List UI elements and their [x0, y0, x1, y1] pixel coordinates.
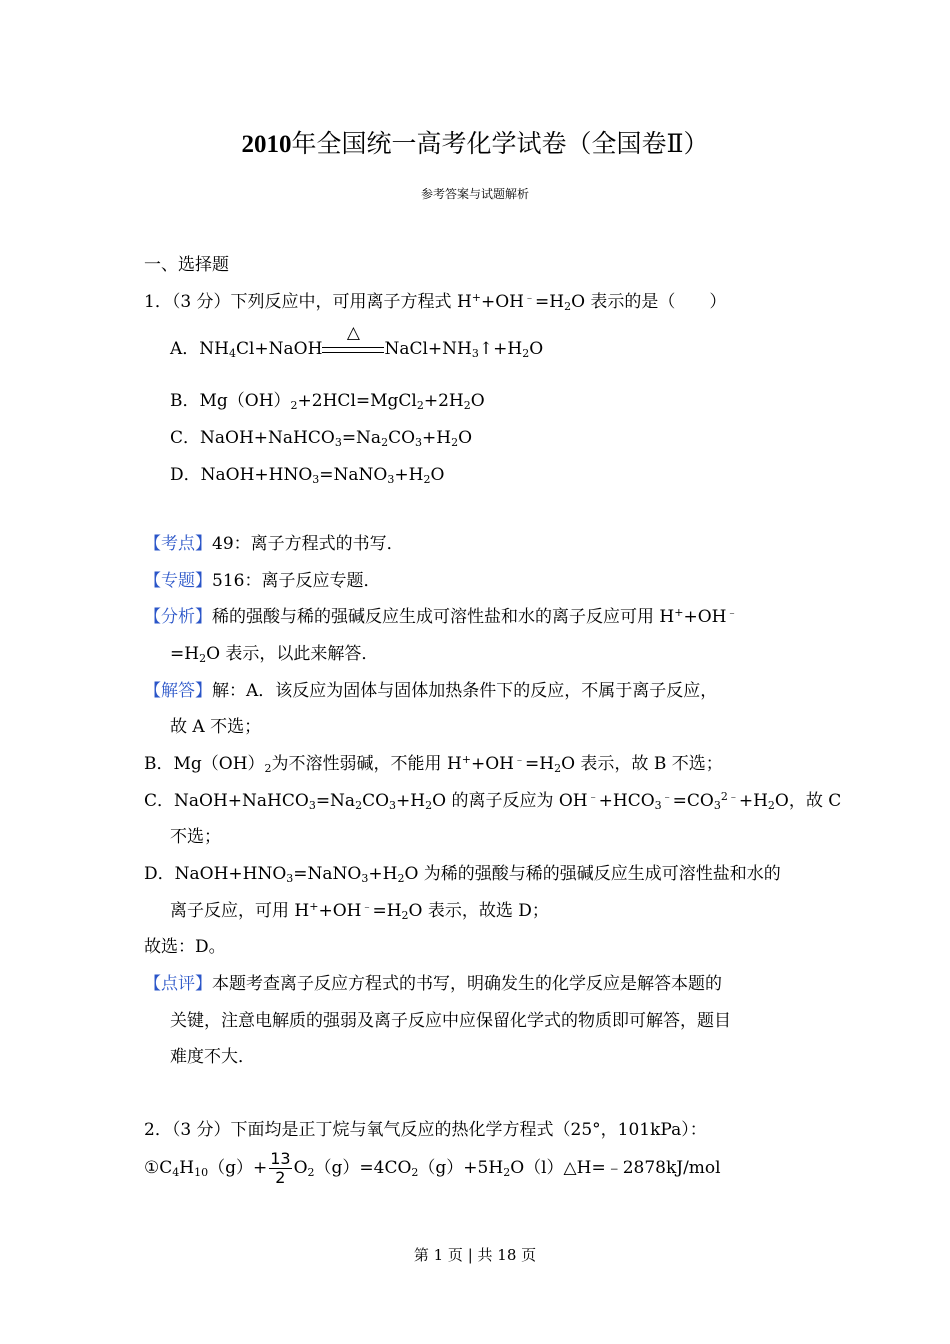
- fraction-13-over-2: $\frac{13}{2}$: [270, 1149, 291, 1187]
- kaodian-line: 【考点】49：离子方程式的书写．: [144, 534, 404, 554]
- jieda-line-c: C．$NaOH+NaHCO_3=Na_2CO_3+H_2O$ 的离子反应为 $OH^﹣+HCO_3^﹣=CO_3^{2﹣}+H_2O$，故 C: [144, 790, 842, 812]
- question-1-option-a: A．$NH_4Cl+NaOH$ △ $NaCl+NH_3↑+H_2O$: [170, 322, 544, 360]
- dianping-tag: 【点评】: [144, 974, 212, 994]
- jieda-line-b: B．$Mg(OH)_2$为不溶性弱碱，不能用 $H^++OH^﹣=H_2O$ 表示，故 B 不选；: [144, 753, 723, 775]
- fenxi-tag: 【分析】: [144, 607, 212, 627]
- jieda-line-d: D．$NaOH+HNO_3=NaNO_3+H_2O$ 为稀的强酸与稀的强碱反应生成可溶性盐和水的: [144, 864, 781, 885]
- jieda-line-c-cont: 不选；: [170, 827, 221, 847]
- heat-equals-arrow: [322, 322, 384, 357]
- question-1-option-b: B．$Mg(OH)_2+2HCl=MgCl_2+2H_2O$: [170, 391, 485, 412]
- document-title: 2010年全国统一高考化学试卷（全国卷Ⅱ）: [241, 129, 709, 158]
- page-footer: 第 1 页 | 共 18 页: [413, 1246, 537, 1264]
- dianping-line-3: 难度不大．: [170, 1047, 255, 1067]
- section-heading: 一、选择题: [144, 255, 229, 275]
- question-1-option-c: C．$NaOH+NaHCO_3=Na_2CO_3+H_2O$: [170, 428, 473, 449]
- document-subtitle: 参考答案与试题解析: [420, 187, 529, 201]
- dianping-line-2: 关键，注意电解质的强弱及离子反应中应保留化学式的物质即可解答，题目: [170, 1011, 731, 1031]
- kaodian-tag: 【考点】: [144, 534, 212, 554]
- jieda-line-d-cont: 离子反应，可用 $H^++OH^﹣=H_2O$ 表示，故选 D；: [170, 900, 549, 922]
- jieda-tag: 【解答】: [144, 681, 212, 701]
- delta-heat-symbol: △: [346, 322, 360, 343]
- question-1-stem: 1．（3 分）下列反应中，可用离子方程式 $H^++OH^﹣=H_2O$ 表示的是（ ）: [144, 291, 727, 313]
- fenxi-line-2: $=H_2O$ 表示，以此来解答．: [170, 644, 379, 665]
- zhuanti-line: 【专题】516：离子反应专题．: [144, 571, 381, 591]
- jieda-line-1: 【解答】解：A．该反应为固体与固体加热条件下的反应，不属于离子反应，: [144, 681, 718, 701]
- answer-choice: 故选：D。: [144, 937, 226, 957]
- zhuanti-tag: 【专题】: [144, 571, 212, 591]
- question-2-equation-1: $①C_4H_{10}(g)+$ $\frac{13}{2}$ $O_2(g)=4CO_2(g)+5H_2O(l)\triangle H=﹣2878kJ$/mol: [144, 1149, 721, 1187]
- jieda-line-2: 故 A 不选；: [170, 717, 262, 737]
- question-2-stem: 2．（3 分）下面均是正丁烷与氧气反应的热化学方程式（25°，101kPa）：: [144, 1120, 707, 1140]
- fenxi-line-1: 【分析】稀的强酸与稀的强碱反应生成可溶性盐和水的离子反应可用 H++OH﹣: [144, 606, 738, 627]
- question-1-option-d: D．$NaOH+HNO_3=NaNO_3+H_2O$: [170, 465, 445, 486]
- dianping-line-1: 【点评】本题考查离子反应方程式的书写，明确发生的化学反应是解答本题的: [144, 974, 722, 994]
